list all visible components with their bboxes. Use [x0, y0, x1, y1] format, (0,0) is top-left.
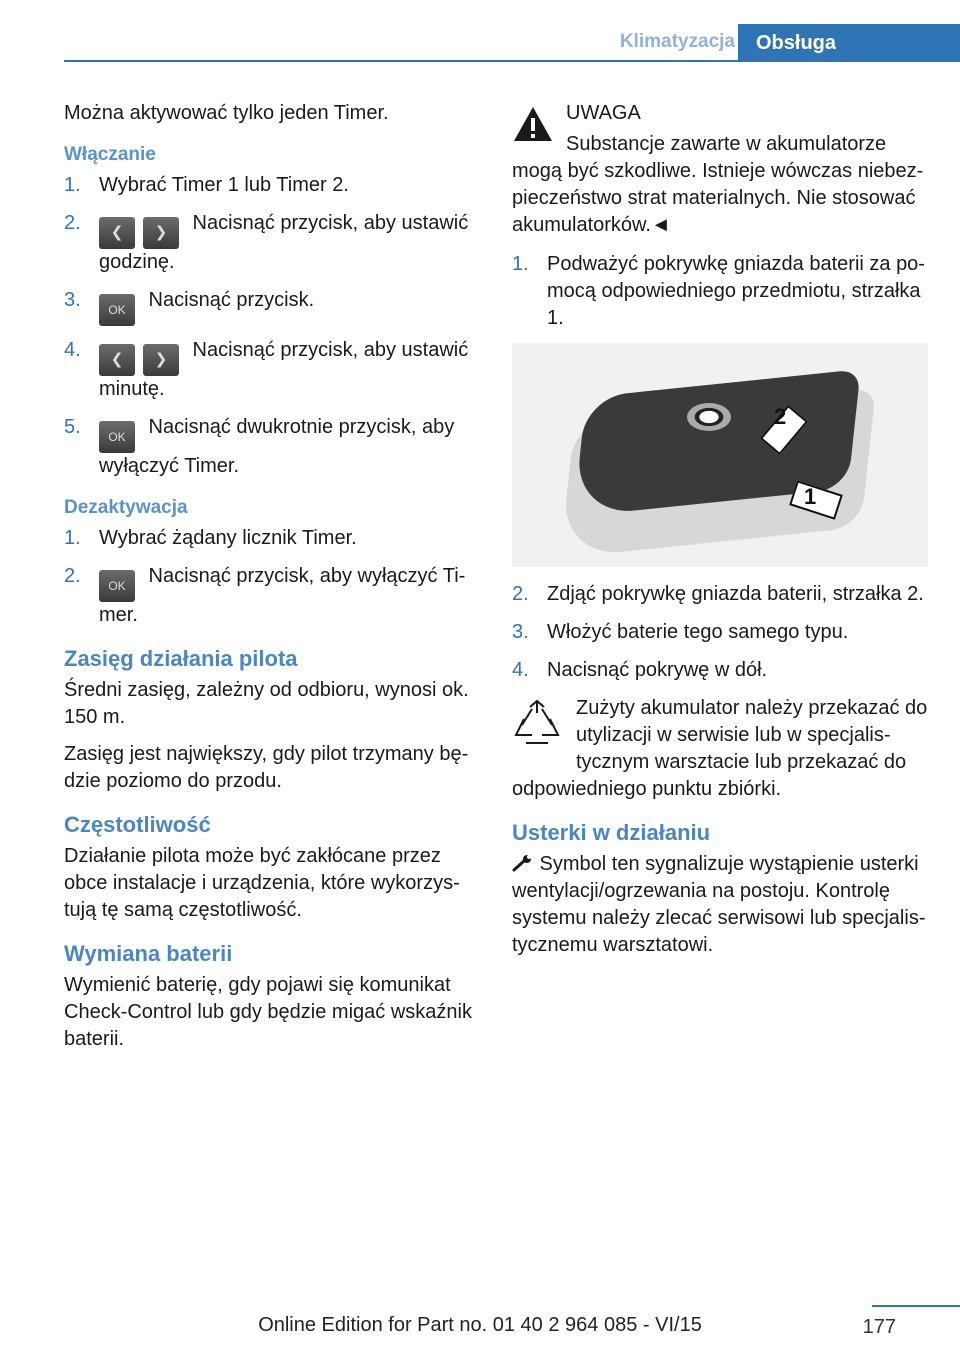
header-section-tab: Klimatyzacja [619, 31, 735, 52]
step-number: 1. [512, 253, 529, 275]
arrow-1-label: 1 [804, 484, 817, 509]
fault-paragraph [512, 851, 928, 959]
ok-button-icon: OK [99, 421, 135, 453]
step-text: Nacisnąć pokrywę w dół. [547, 659, 768, 681]
step-text: Nacisnąć przycisk, aby ustawić minutę. [99, 339, 469, 400]
warning-label: UWAGA [566, 102, 641, 124]
list-item [512, 657, 928, 684]
left-column [64, 100, 480, 1063]
step-number: 2. [64, 212, 81, 234]
footer-edition: Online Edition for Part no. 01 40 2 964 085 - VI/15 [258, 1314, 702, 1336]
warning-text: Substancje zawarte w akumulatorze mogą być szkodliwe. Istnieje wówczas niebez‐pieczeństwo strat materialnych. Nie stosować akumulatorków.◄ [512, 133, 924, 236]
frequency-title: Częstotliwość [64, 812, 211, 837]
warning-triangle-icon [512, 104, 554, 144]
chevron-right-icon: ❯ [143, 217, 179, 249]
list-item [64, 210, 480, 276]
list-item [64, 172, 480, 199]
fault-text: Symbol ten sygnalizuje wystąpienie usterki wentylacji/ogrzewania na postoju. Kontrolę systemu należy zlecać serwisowi lub specjalis‐tycznemu warsztatowi. [512, 853, 926, 956]
list-item [512, 619, 928, 646]
page-number: 177 [862, 1316, 896, 1338]
step-text: Podważyć pokrywkę gniazda baterii za po‐mocą odpowiedniego przedmiotu, strzałka 1. [547, 253, 925, 329]
step-number: 3. [512, 621, 529, 643]
step-text: Nacisnąć przycisk. [143, 289, 315, 311]
range-paragraph-2: Zasięg jest największy, gdy pilot trzymany bę‐dzie poziomo do przodu. [64, 743, 469, 792]
recycle-text: Zużyty akumulator należy przekazać do utylizacji w serwisie lub w specjalis‐tycznym warsztacie lub przekazać do odpowiedniego punktu zbiórki. [512, 697, 928, 800]
battery-steps-a [512, 251, 928, 332]
header-rule [64, 60, 960, 62]
fault-title: Usterki w działaniu [512, 820, 711, 845]
arrow-2-label: 2 [774, 404, 787, 429]
activation-steps [64, 172, 480, 480]
activation-heading: Włączanie [64, 144, 156, 165]
recycle-icon [512, 699, 562, 749]
chevron-left-icon: ❮ [99, 344, 135, 376]
step-number: 4. [512, 659, 529, 681]
wrench-icon [512, 854, 534, 872]
intro-text: Można aktywować tylko jeden Timer. [64, 102, 389, 124]
footer-rule [872, 1305, 960, 1307]
chevron-right-icon: ❯ [143, 344, 179, 376]
list-item [64, 563, 480, 629]
step-text: Nacisnąć przycisk, aby ustawić godzinę. [99, 212, 469, 273]
step-number: 2. [512, 583, 529, 605]
step-text: Zdjąć pokrywkę gniazda baterii, strzałka 2. [547, 583, 924, 605]
list-item [64, 525, 480, 552]
battery-title: Wymiana baterii [64, 941, 233, 966]
chevron-left-icon: ❮ [99, 217, 135, 249]
frequency-paragraph: Działanie pilota może być zakłócane przez obce instalacje i urządzenia, które wykorzys‐tują tę samą częstotliwość. [64, 845, 460, 921]
header-chapter-tab: Obsługa [738, 24, 960, 62]
step-text: Nacisnąć przycisk, aby wyłączyć Ti‐mer. [99, 565, 466, 626]
ok-button-icon: OK [99, 570, 135, 602]
list-item [64, 337, 480, 403]
deactivation-steps [64, 525, 480, 629]
step-number: 3. [64, 289, 81, 311]
list-item [512, 581, 928, 608]
step-number: 1. [64, 527, 81, 549]
key-battery-figure [512, 343, 928, 567]
range-paragraph-1: Średni zasięg, zależny od odbioru, wynosi ok. 150 m. [64, 679, 469, 728]
step-text: Wybrać Timer 1 lub Timer 2. [99, 174, 349, 196]
battery-steps-b [512, 581, 928, 684]
step-number: 5. [64, 416, 81, 438]
step-text: Wybrać żądany licznik Timer. [99, 527, 357, 549]
ok-button-icon: OK [99, 294, 135, 326]
recycle-block [512, 695, 928, 803]
step-number: 4. [64, 339, 81, 361]
step-number: 2. [64, 565, 81, 587]
step-number: 1. [64, 174, 81, 196]
deactivation-heading: Dezaktywacja [64, 497, 188, 518]
warning-block [512, 100, 928, 239]
list-item [64, 414, 480, 480]
right-column [512, 100, 928, 969]
step-text: Nacisnąć dwukrotnie przycisk, aby wyłączyć Timer. [99, 416, 455, 477]
list-item [512, 251, 928, 332]
logo-icon [687, 403, 731, 431]
battery-paragraph: Wymienić baterię, gdy pojawi się komunikat Check-Control lub gdy będzie migać wskaźnik baterii. [64, 974, 472, 1050]
list-item [64, 287, 480, 326]
range-title: Zasięg działania pilota [64, 646, 298, 671]
step-text: Włożyć baterie tego samego typu. [547, 621, 849, 643]
